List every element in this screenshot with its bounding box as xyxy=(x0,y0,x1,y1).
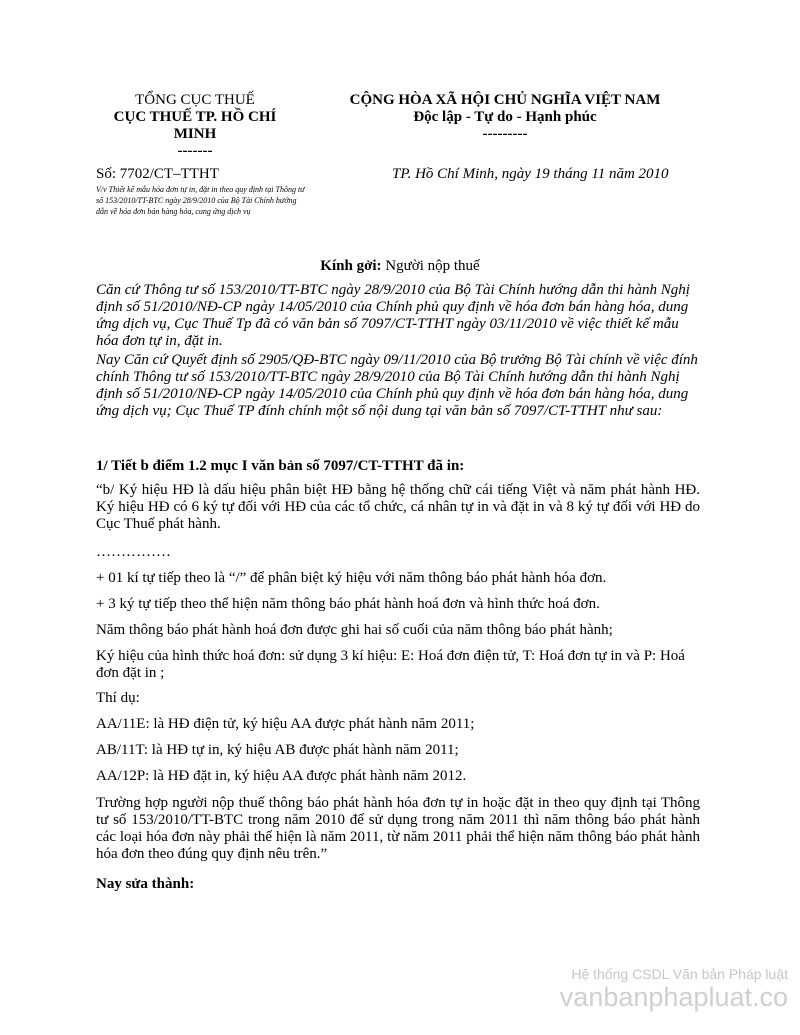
section-heading-1: 1/ Tiết b điểm 1.2 mục I văn bản số 7097/CT-TTHT đã in: xyxy=(96,458,465,474)
body-paragraph-4: Năm thông báo phát hành hoá đơn được ghi hai số cuối của năm thông báo phát hành; xyxy=(96,622,613,638)
issuing-org-block xyxy=(100,92,290,160)
intro-paragraph-2: Nay Căn cứ Quyết định số 2905/QĐ-BTC ngày 09/11/2010 của Bộ trưởng Bộ Tài chính về việc đính chính Thông tư số 153/2010/TT-BTC ngày 28/9/2010 của Bộ Tài Chính hướng dẫn thi hành Nghị định số 51/2010/NĐ-CP ngày 14/05/2010 của Chính phủ quy định về hóa đơn bán hàng hóa, dung ứng dịch vụ; Cục Thuế TP đính chính một số nội dung tại văn bản số 7097/CT-TTHT như sau: xyxy=(96,352,698,419)
recipient-line xyxy=(96,258,704,275)
document-number: Số: 7702/CT–TTHT xyxy=(96,166,219,182)
watermark-caption: Hệ thống CSDL Văn bản Pháp luật xyxy=(571,966,788,982)
body-paragraph-9: AA/12P: là HĐ đặt in, ký hiệu AA được phát hành năm 2012. xyxy=(96,768,467,784)
body-paragraph-3: + 3 ký tự tiếp theo thể hiện năm thông báo phát hành hoá đơn và hình thức hoá đơn. xyxy=(96,596,600,612)
body-paragraph-10: Trường hợp người nộp thuế thông báo phát hành hóa đơn tự in hoặc đặt in theo quy định tại Thông tư số 153/2010/TT-BTC trong năm 2010 để sử dụng trong năm 2011 thì năm thông báo phát hành các loại hóa đơn này phải thể hiện là năm 2011, từ năm 2011 phải thể hiện năm thông báo phát hành hóa đơn theo đúng quy định nêu trên.” xyxy=(96,795,700,862)
section-heading-2: Nay sửa thành: xyxy=(96,876,195,892)
org-name-line1: CỤC THUẾ TP. HỒ CHÍ xyxy=(113,109,277,125)
ellipsis-line: …………… xyxy=(96,544,171,560)
place-and-date: TP. Hồ Chí Minh, ngày 19 tháng 11 năm 2010 xyxy=(392,166,669,182)
body-paragraph-7: AA/11E: là HĐ điện tử, ký hiệu AA được phát hành năm 2011; xyxy=(96,716,475,732)
nation-name: CỘNG HÒA XÃ HỘI CHỦ NGHĨA VIỆT NAM xyxy=(349,92,661,108)
body-paragraph-2: + 01 kí tự tiếp theo là “/” để phân biệt ký hiệu với năm thông báo phát hành hóa đơn. xyxy=(96,570,607,586)
national-motto-block xyxy=(325,92,685,143)
body-paragraph-5: Ký hiệu của hình thức hoá đơn: sử dụng 3 kí hiệu: E: Hoá đơn điện tử, T: Hoá đơn tự in và P: Hoá đơn đặt in ; xyxy=(96,648,685,681)
body-paragraph-1: “b/ Ký hiệu HĐ là dấu hiệu phân biệt HĐ bằng hệ thống chữ cái tiếng Việt và năm phát hành HĐ. Ký hiệu HĐ có 6 ký tự đối với HĐ của các tổ chức, cá nhân tự in và đặt in và 8 ký tự đối với HĐ do Cục Thuế phát hành. xyxy=(96,482,700,532)
document-subject: V/v Thiết kế mẫu hóa đơn tự in, đặt in theo quy định tại Thông tư số 153/2010/TT-BTC ngày 28/9/2010 của Bộ Tài Chính hướng dẫn về hóa đơn bán hàng hóa, cung ứng dịch vụ xyxy=(96,185,305,216)
watermark-site: vanbanphapluat.co xyxy=(559,982,788,1012)
org-rule: ------- xyxy=(177,143,213,159)
body-paragraph-8: AB/11T: là HĐ tự in, ký hiệu AB được phát hành năm 2011; xyxy=(96,742,459,758)
recipient-label: Kính gởi: xyxy=(320,258,382,274)
recipient-value: Người nộp thuế xyxy=(381,258,480,274)
intro-paragraph-1: Căn cứ Thông tư số 153/2010/TT-BTC ngày 28/9/2010 của Bộ Tài Chính hướng dẫn thi hành Nghị định số 51/2010/NĐ-CP ngày 14/05/2010 của Chính phủ quy định về hóa đơn bán hàng hóa, dung ứng dịch vụ, Cục Thuế Tp đã có văn bản số 7097/CT-TTHT ngày 03/11/2010 về việc thiết kế mẫu hóa đơn tự in, đặt in. xyxy=(96,282,690,349)
org-name-line2: MINH xyxy=(173,126,217,142)
nation-motto: Độc lập - Tự do - Hạnh phúc xyxy=(413,109,597,125)
nation-rule: --------- xyxy=(482,126,528,142)
body-paragraph-6: Thí dụ: xyxy=(96,690,140,706)
org-parent-name: TỔNG CỤC THUẾ xyxy=(135,92,255,108)
